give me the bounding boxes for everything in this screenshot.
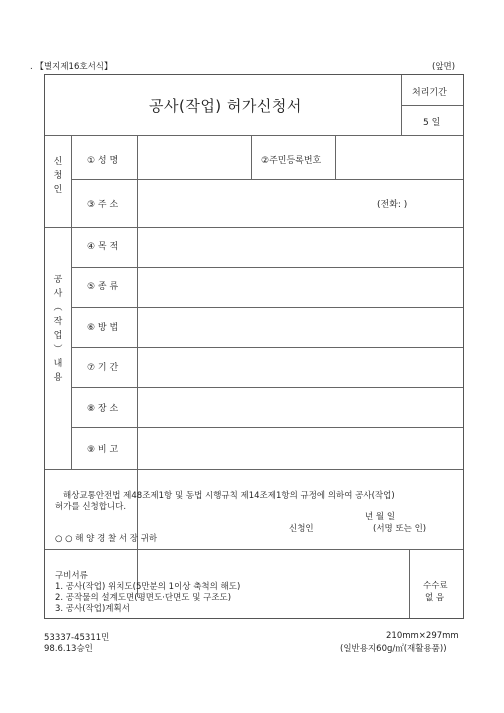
name-label: ① 성 명 [87,156,119,166]
application-form [44,74,464,619]
application-statement-line1: 해상교통안전법 제48조제1항 및 동법 시행규칙 제14조제1항의 규정에 의하여 공사(작업) [63,491,395,501]
fee-label: 수수료 [423,581,448,591]
processing-period-label: 처리기간 [412,88,447,98]
method-field[interactable] [138,308,462,346]
remarks-field[interactable] [138,428,462,468]
resident-id-label: ②주민등록번호 [261,156,322,166]
remarks-label: ⑨ 비 고 [87,445,119,455]
method-label: ⑥ 방 법 [87,323,119,333]
name-field[interactable] [138,136,250,178]
period-field[interactable] [138,348,462,386]
address-label: ③ 주 소 [87,200,119,210]
applicant-section-label: 신 청 인 [53,157,63,195]
approval-date: 98.6.13승인 [44,644,93,654]
signature-note: (서명 또는 인) [373,524,427,534]
required-doc-item: 1. 공사(작업) 위치도(5만분의 1이상 축척의 해도) [55,582,241,592]
form-code: 53337-45311민 [44,633,110,643]
type-field[interactable] [138,268,462,306]
required-doc-item: 3. 공사(작업)계획서 [55,604,130,614]
type-label: ⑤ 종 류 [87,282,119,292]
location-field[interactable] [138,388,462,426]
form-title: 공사(작업) 허가신청서 [149,97,302,115]
required-doc-item: 2. 공작물의 설계도면(평면도·단면도 및 구조도) [55,593,232,603]
fee-value: 없 음 [425,593,445,603]
applicant-sign-label: 신청인 [289,524,314,534]
processing-period-value: 5 일 [423,118,441,128]
purpose-label: ④ 목 적 [87,242,119,252]
address-field[interactable] [138,180,368,226]
purpose-field[interactable] [138,228,462,266]
addressee: ○ ○ 해 양 경 찰 서 장 귀하 [55,534,158,544]
page-side-label: (앞면) [432,62,456,72]
required-docs-title: 구비서류 [55,571,88,581]
paper-spec: (일반용지60g/㎡(재활용품)) [340,644,447,654]
date-line: 년 월 일 [365,512,396,522]
resident-id-field[interactable] [336,136,462,178]
work-content-section-label: 공 사 ︵ 작 업 ︶ 내 용 [53,275,63,383]
form-number: . 【별지제16호서식】 [30,62,113,72]
location-label: ⑧ 장 소 [87,404,119,414]
period-label: ⑦ 기 간 [87,363,119,373]
paper-size: 210mm×297mm [386,631,459,641]
application-statement-line2: 허가를 신청합니다. [55,502,127,512]
phone-label: (전화: ) [377,200,408,210]
